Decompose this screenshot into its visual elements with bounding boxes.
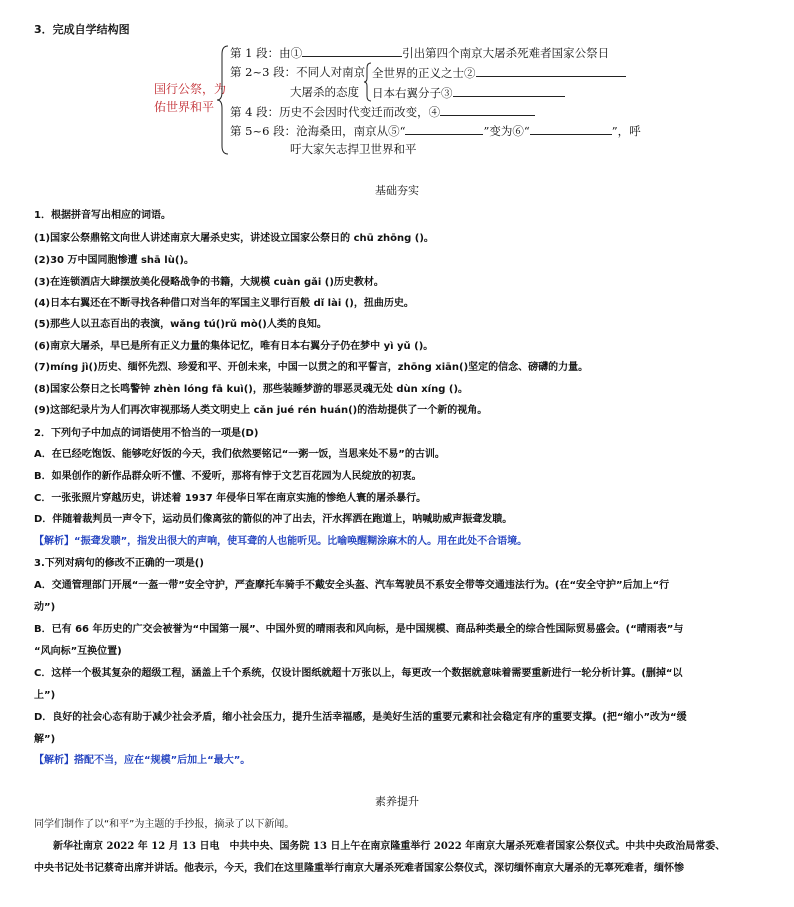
structure-p1 (230, 44, 609, 61)
q3-option-d-line2: 解”) (34, 734, 56, 745)
question-3: 3.下列对病句的修改不正确的一项是() (34, 558, 204, 569)
q1-item-2: (2)30 万中国同胞惨遭 shā lù()。 (34, 255, 194, 266)
structure-p56-line2: 吁大家矢志捍卫世界和平 (290, 142, 417, 156)
basic-section-title: 基础夯实 (375, 184, 419, 197)
q1-item-9: (9)这部纪录片为人们再次审视那场人类文明史上 cǎn jué rén huán()的浩劫提供了一个新的视角。 (34, 405, 488, 416)
q1-item-3: (3)在连锁酒店大肆摆放美化侵略战争的书籍，大规模 cuàn gǎi ()历史教材。 (34, 277, 384, 288)
news-line-1: 新华社南京 2022 年 12 月 13 日电 中共中央、国务院 13 日上午在南京隆重举行 2022 年南京大屠杀死难者国家公祭仪式。中共中央政治局常委、 (53, 841, 726, 852)
q3-option-c-line2: 上”) (34, 690, 56, 701)
q1-item-8: (8)国家公祭日之长鸣警钟 zhèn lóng fā kuì()，那些装睡梦游的罪恶灵魂无处 dùn xíng ()。 (34, 384, 469, 395)
blank-5 (405, 122, 483, 135)
q3-option-b-line1: B．已有 66 年历史的广交会被誉为“中国第一展”、中国外贸的晴雨表和风向标，是中国规模、商品种类最全的综合性国际贸易盛会。(“晴雨表”与 (34, 624, 684, 635)
blank-6 (530, 122, 612, 135)
q3-option-b-line2: “风向标”互换位置) (34, 646, 122, 657)
structure-side-line2: 佑世界和平 (154, 100, 215, 114)
structure-p23-b1: 大屠杀的态度 (290, 85, 359, 99)
q1-item-5: (5)那些人以丑态百出的表演，wǎng tú()rǔ mò()人类的良知。 (34, 319, 327, 330)
structure-sub-brace (364, 62, 372, 102)
blank-3 (453, 84, 565, 97)
blank-1 (302, 44, 402, 57)
structure-p23-a-label: 全世界的正义之士② (372, 66, 476, 80)
section-title: 3．完成自学结构图 (34, 23, 130, 36)
structure-p4-label: 第 4 段：历史不会因时代变迁而改变，④ (230, 105, 441, 119)
structure-p1-label: 第 1 段：由① (230, 46, 303, 60)
structure-side-line1: 国行公祭，为 (154, 82, 227, 96)
structure-p23-b2-label: 日本右翼分子③ (372, 86, 453, 100)
blank-2 (476, 64, 626, 77)
question-1: 1．根据拼音写出相应的词语。 (34, 210, 171, 221)
q3-option-c-line1: C．这样一个极其复杂的超级工程，涵盖上千个系统，仅设计图纸就超十万张以上，每更改一个数据就意味着需要重新进行一轮分析计算。(删掉“以 (34, 668, 683, 679)
q2-analysis: 【解析】“振聋发聩”，指发出很大的声响，使耳聋的人也能听见。比喻唤醒糊涂麻木的人。用在此处不合语境。 (34, 536, 528, 547)
advance-intro: 同学们制作了以“和平”为主题的手抄报，摘录了以下新闻。 (34, 819, 295, 830)
blank-4 (440, 103, 535, 116)
structure-p56-mid: ”变为⑥“ (483, 124, 530, 138)
question-2: 2．下列句子中加点的词语使用不恰当的一项是(D) (34, 428, 259, 439)
q3-option-d-line1: D．良好的社会心态有助于减少社会矛盾，缩小社会压力，提升生活幸福感，是美好生活的重要元素和社会稳定有序的重要支撑。(把“缩小”改为“缓 (34, 712, 687, 723)
structure-p56-label: 第 5~6 段：沧海桑田，南京从⑤“ (230, 124, 406, 138)
q1-item-1: (1)国家公祭鼎铭文向世人讲述南京大屠杀史实，讲述设立国家公祭日的 chū zhōng ()。 (34, 233, 434, 244)
q1-item-4: (4)日本右翼还在不断寻找各种借口对当年的军国主义罪行百般 dǐ lài ()，扭曲历史。 (34, 298, 414, 309)
q3-option-a-line2: 动”) (34, 602, 56, 613)
q2-option-b: B．如果创作的新作品群众听不懂、不爱听，那将有悖于文艺百花园为人民绽放的初衷。 (34, 471, 422, 482)
structure-p23-a (372, 64, 626, 81)
q3-option-a-line1: A．交通管理部门开展“一盔一带”安全守护，严查摩托车骑手不戴安全头盔、汽车驾驶员不系安全带等交通违法行为。(在“安全守护”后加上“行 (34, 580, 670, 591)
structure-p23: 第 2~3 段：不同人对南京 (230, 65, 366, 79)
news-line-2: 中央书记处书记蔡奇出席并讲话。他表示，今天，我们在这里隆重举行南京大屠杀死难者国家公祭仪式，深切缅怀南京大屠杀的无辜死难者，缅怀惨 (34, 863, 684, 874)
q2-option-a: A．在已经吃饱饭、能够吃好饭的今天，我们依然要铭记“一粥一饭，当思来处不易”的古训。 (34, 449, 445, 460)
structure-p1-tail: 引出第四个南京大屠杀死难者国家公祭日 (402, 46, 610, 60)
q2-option-c: C．一张张照片穿越历史，讲述着 1937 年侵华日军在南京实施的惨绝人寰的屠杀暴行。 (34, 493, 427, 504)
q1-item-7: (7)míng jì()历史、缅怀先烈、珍爱和平、开创未来，中国一以贯之的和平誓言，zhōng xiān()坚定的信念、磅礴的力量。 (34, 362, 589, 373)
q1-item-6: (6)南京大屠杀，早已是所有正义力量的集体记忆，唯有日本右翼分子仍在梦中 yì yǔ ()。 (34, 341, 434, 352)
structure-p56-tail: ”，呼 (611, 124, 641, 138)
advance-section-title: 素养提升 (375, 795, 419, 808)
structure-p4 (230, 103, 535, 120)
q3-analysis: 【解析】搭配不当，应在“规模”后加上“最大”。 (34, 755, 251, 766)
q2-option-d: D．伴随着裁判员一声令下，运动员们像离弦的箭似的冲了出去，汗水挥洒在跑道上，呐喊助威声振聋发聩。 (34, 514, 513, 525)
structure-p23-b2 (372, 84, 565, 101)
structure-p56 (230, 122, 641, 139)
